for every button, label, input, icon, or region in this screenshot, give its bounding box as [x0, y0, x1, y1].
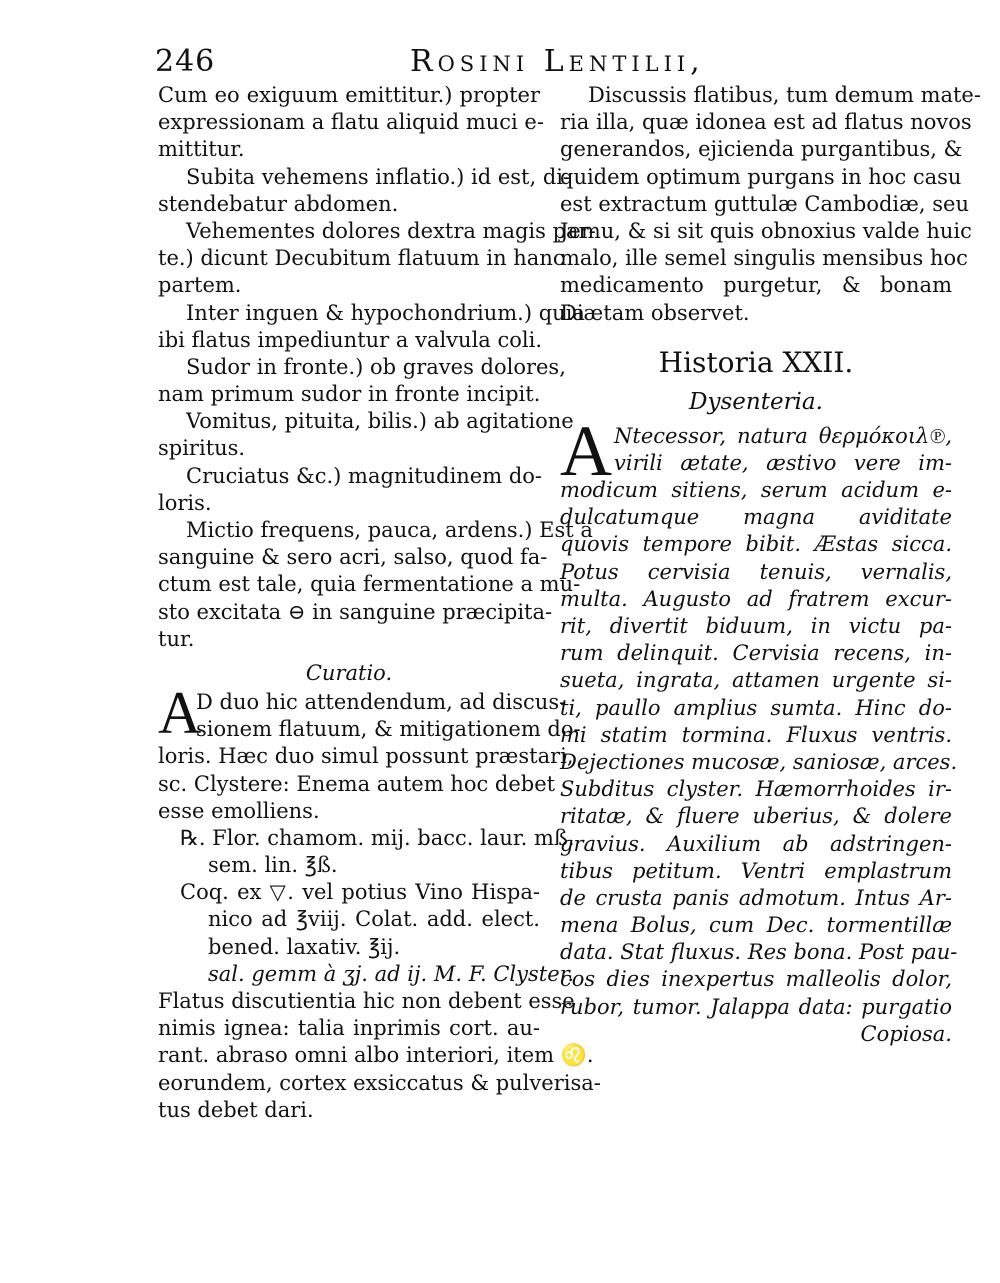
text-line: dulcatumque magna aviditate	[560, 505, 952, 530]
text-line: cos dies inexpertus malleolis dolor,	[560, 967, 952, 992]
text-line: sueta, ingrata, attamen urgente si-	[560, 668, 952, 693]
text-line: mittitur.	[158, 137, 245, 162]
recipe	[158, 825, 575, 988]
text-line: est extractum guttulæ Cambodiæ, seu	[560, 191, 969, 216]
drop-cap: A	[158, 679, 202, 746]
text-line: nimis ignea: talia inprimis cort. au-	[158, 1016, 540, 1041]
text-line: rant. abraso omni albo interiori, item ♌.	[158, 1043, 594, 1068]
right-column	[560, 82, 981, 1048]
text-line: rit, divertit biduum, in victu pa-	[560, 614, 952, 638]
text-line: rubor, tumor. Jalappa data: purgatio	[560, 994, 952, 1019]
text-line: Sudor in fronte.) ob graves dolores,	[186, 354, 566, 379]
historia-paragraph	[560, 410, 958, 1021]
text-line: modicum sitiens, serum acidum e-	[560, 478, 952, 503]
text-line: Discussis flatibus, tum demum mate-	[588, 83, 981, 107]
text-line: de crusta panis admotum. Intus Ar-	[560, 885, 952, 910]
text-line: ibi flatus impediuntur a valvula coli.	[158, 327, 542, 352]
text-line: tibus petitum. Ventri emplastrum	[560, 858, 952, 883]
running-head: Rosini Lentilii,	[410, 44, 705, 79]
historia-heading: Historia XXII.	[658, 345, 854, 379]
text-line: sanguine & sero acri, salso, quod fa-	[158, 545, 548, 570]
text-line: sionem flatuum, & mitigationem do-	[196, 717, 581, 742]
drop-cap: A	[560, 410, 612, 491]
text-line: Inter inguen & hypochondrium.) quia	[186, 300, 585, 325]
text-line: gravius. Auxilium ab adstringen-	[560, 831, 952, 856]
text-line: ritatæ, & fluere uberius, & dolere	[560, 804, 952, 829]
text-line: Cruciatus &c.) magnitudinem do-	[186, 463, 543, 488]
left-column	[158, 82, 601, 1124]
text-line: stendebatur abdomen.	[158, 191, 399, 216]
text-line: data. Stat fluxus. Res bona. Post pau-	[560, 940, 958, 965]
text-line: esse emolliens.	[158, 798, 320, 823]
text-line: Cum eo exiguum emittitur.) propter	[158, 83, 540, 107]
text-line: Mictio frequens, pauca, ardens.) Est a	[186, 518, 593, 542]
text-line: Flatus discutientia hic non debent esse	[158, 989, 575, 1013]
text-line: Jemu, & si sit quis obnoxius valde huic	[560, 218, 972, 243]
text-line: rum delinquit. Cervisia recens, in-	[560, 641, 952, 666]
text-line: multa. Augusto ad fratrem excur-	[560, 586, 952, 611]
text-line: ria illa, quæ idonea est ad flatus novos	[560, 110, 972, 135]
text-line: spiritus.	[158, 436, 246, 461]
text-line: loris. Hæc duo simul possunt præstari,	[158, 744, 574, 769]
page-number: 246	[155, 44, 216, 79]
text-line: Potus cervisia tenuis, vernalis,	[560, 559, 952, 584]
recipe-line: sal. gemm à ʒj. ad ij. M. F. Clyster.	[208, 961, 575, 986]
text-line: eorundem, cortex exsiccatus & pulverisa-	[158, 1070, 601, 1095]
text-line: tur.	[158, 626, 195, 651]
text-line: Vehementes dolores dextra magis par-	[186, 218, 596, 243]
text-line: Dejectiones mucosæ, saniosæ, arces.	[560, 749, 958, 774]
text-line: nam primum sudor in fronte incipit.	[158, 382, 541, 407]
text-line: ti, paullo amplius sumta. Hinc do-	[560, 695, 952, 720]
text-line: Subditus clyster. Hæmorrhoides ir-	[560, 777, 952, 802]
text-line: mi statim tormina. Fluxus ventris.	[560, 722, 952, 747]
historia-subheading: Dysenteria.	[689, 388, 823, 415]
text-line: expressionam a flatu aliquid muci e-	[158, 110, 544, 135]
text-line: virili ætate, æstivo vere im-	[614, 450, 952, 475]
text-line: te.) dicunt Decubitum flatuum in hanc	[158, 246, 565, 271]
text-line: Diætam observet.	[560, 300, 750, 325]
text-line: mena Bolus, cum Dec. tormentillæ	[560, 913, 952, 938]
text-line: generandos, ejicienda purgantibus, &	[560, 137, 963, 162]
text-line: partem.	[158, 273, 242, 298]
text-line: quidem optimum purgans in hoc casu	[560, 164, 962, 189]
text-line: sto excitata ⊖ in sanguine præcipita-	[158, 599, 553, 624]
catchword: Copiosa.	[860, 1021, 952, 1046]
text-line: malo, ille semel singulis mensibus hoc	[560, 246, 968, 271]
text-line: Subita vehemens inflatio.) id est, di-	[186, 164, 571, 189]
text-line: Vomitus, pituita, bilis.) ab agitatione	[186, 409, 574, 434]
text-line: medicamento purgetur, & bonam	[560, 273, 952, 298]
recipe-line: sem. lin. ℥ß.	[208, 853, 338, 878]
text-line: sc. Clystere: Enema autem hoc debet	[158, 771, 556, 796]
curatio-paragraph	[158, 679, 581, 825]
page-header	[155, 44, 955, 84]
text-line: quovis tempore bibit. Æstas sicca.	[560, 532, 952, 557]
recipe-line: bened. laxativ. ℥ij.	[208, 934, 401, 959]
text-line: D duo hic attendendum, ad discus-	[196, 689, 567, 714]
recipe-line: nico ad ℥viij. Colat. add. elect.	[208, 907, 540, 932]
recipe-line: ℞. Flor. chamom. mij. bacc. laur. mß.	[180, 825, 575, 850]
curatio-heading: Curatio.	[305, 660, 393, 685]
text-line: ctum est tale, quia fermentatione a mu-	[158, 572, 581, 597]
text-line: loris.	[158, 490, 212, 515]
recipe-line: Coq. ex ▽. vel potius Vino Hispa-	[180, 880, 540, 905]
text-line: Ntecessor, natura θερμόκοιλ℗,	[614, 423, 952, 448]
text-line: tus debet dari.	[158, 1097, 314, 1122]
